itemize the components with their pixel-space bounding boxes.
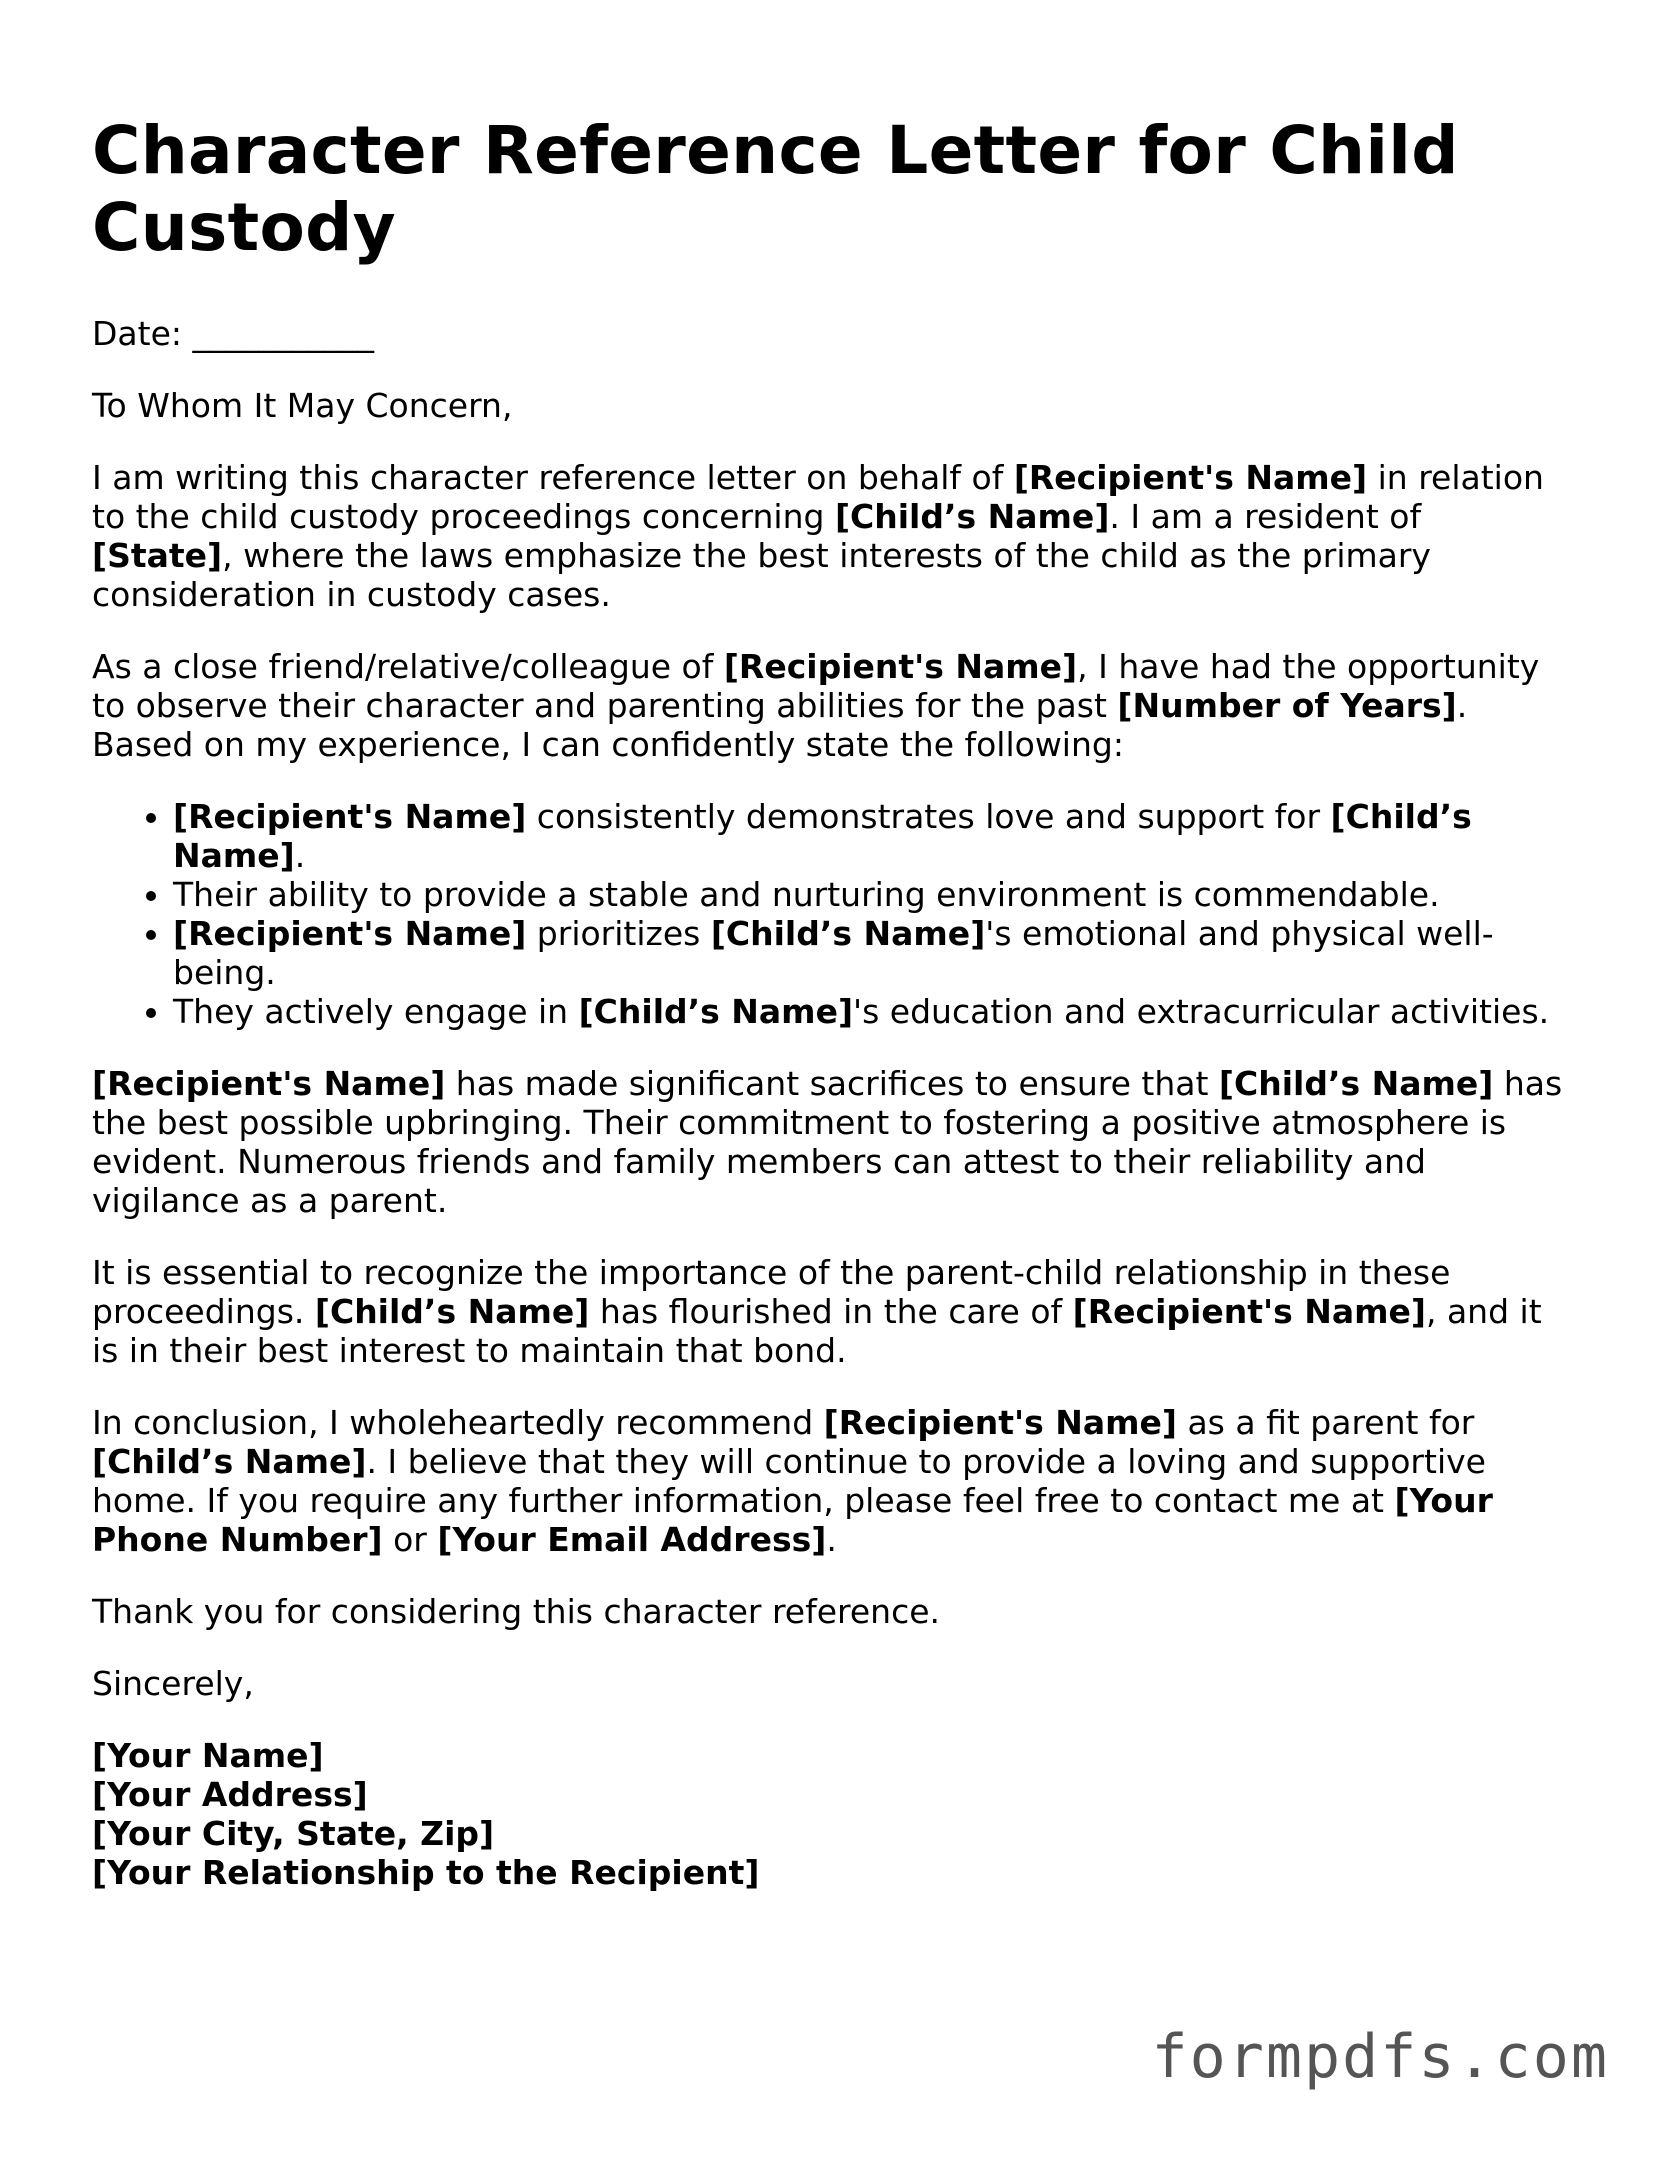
text-run: . Based on my experience, I can confidently state the following:: [92, 686, 1468, 764]
text-run: . I am a resident of: [1109, 497, 1422, 536]
paragraph-sacrifices: [92, 1064, 1572, 1220]
watermark: formpdfs.com: [1151, 2022, 1609, 2092]
list-item: [173, 797, 1572, 875]
text-run: They actively engage in: [173, 992, 579, 1031]
text-run: In conclusion, I wholeheartedly recommend: [92, 1403, 824, 1442]
placeholder-recipient-name: [Recipient's Name]: [173, 797, 527, 836]
text-run: .: [826, 1520, 837, 1559]
text-run: has made significant sacrifices to ensure that: [445, 1064, 1219, 1103]
letter-page: [92, 112, 1572, 1892]
greeting: To Whom It May Concern,: [92, 386, 513, 425]
text-run: .: [294, 836, 306, 875]
placeholder-state: [State]: [92, 536, 223, 575]
list-item: [173, 992, 1572, 1031]
list-item: [173, 875, 1572, 914]
text-run: prioritizes: [526, 914, 711, 953]
placeholder-child-name: [Child’s Name]: [314, 1292, 590, 1331]
placeholder-email-address: [Your Email Address]: [437, 1520, 827, 1559]
placeholder-recipient-name: [Recipient's Name]: [1013, 458, 1368, 497]
placeholder-child-name: [Child’s Name]: [173, 797, 1472, 875]
text-run: . I believe that they will continue to provide a loving and supportive home. If you require any further information, please feel free to contact me at: [92, 1442, 1486, 1520]
text-run: , I have had the opportunity to observe their character and parenting abilities for the past: [92, 647, 1540, 725]
paragraph-conclusion: [92, 1403, 1572, 1559]
text-run: , and it is in their best interest to maintain that bond.: [92, 1292, 1542, 1370]
placeholder-your-city-state-zip: [Your City, State, Zip]: [92, 1814, 495, 1853]
text-run: It is essential to recognize the importance of the parent-child relationship in these proceedings.: [92, 1253, 1451, 1331]
text-run: has flourished in the care of: [589, 1292, 1073, 1331]
text-run: in relation to the child custody proceedings concerning: [92, 458, 1544, 536]
date-line: Date: ___________: [92, 314, 374, 353]
placeholder-your-address: [Your Address]: [92, 1775, 368, 1814]
placeholder-recipient-name: [Recipient's Name]: [92, 1064, 446, 1103]
document-title: Character Reference Letter for Child Custody: [92, 112, 1459, 266]
paragraph-relationship: [92, 647, 1572, 764]
qualities-list: [92, 797, 1572, 1031]
placeholder-your-name: [Your Name]: [92, 1736, 324, 1775]
placeholder-recipient-name: [Recipient's Name]: [173, 914, 527, 953]
placeholder-your-relationship: [Your Relationship to the Recipient]: [92, 1853, 760, 1892]
placeholder-child-name: [Child’s Name]: [92, 1442, 367, 1481]
text-run: As a close friend/relative/colleague of: [92, 647, 724, 686]
text-run: Their ability to provide a stable and nurturing environment is commendable.: [173, 875, 1440, 914]
paragraph-relationship-importance: [92, 1253, 1572, 1370]
text-run: consistently demonstrates love and support for: [526, 797, 1331, 836]
signature-block: [92, 1736, 1572, 1892]
placeholder-recipient-name: [Recipient's Name]: [723, 647, 1078, 686]
paragraph-intro: [92, 458, 1572, 614]
text-run: as a fit parent for: [1176, 1403, 1475, 1442]
closing-line: Sincerely,: [92, 1664, 254, 1703]
placeholder-child-name: [Child’s Name]: [834, 497, 1110, 536]
placeholder-child-name: [Child’s Name]: [1218, 1064, 1494, 1103]
list-item: [173, 914, 1572, 992]
placeholder-child-name: [Child’s Name]: [578, 992, 854, 1031]
text-run: I am writing this character reference letter on behalf of: [92, 458, 1014, 497]
text-run: 's emotional and physical well-being.: [173, 914, 1494, 992]
placeholder-number-of-years: [Number of Years]: [1117, 686, 1457, 725]
text-run: 's education and extracurricular activities.: [853, 992, 1550, 1031]
text-run: , where the laws emphasize the best interests of the child as the primary consideration in custody cases.: [92, 536, 1431, 614]
text-run: has the best possible upbringing. Their commitment to fostering a positive atmosphere is evident. Numerous friends and family members can attest to their reliability and vigilance as a parent.: [92, 1064, 1563, 1220]
text-run: or: [382, 1520, 438, 1559]
thanks-line: Thank you for considering this character reference.: [92, 1592, 941, 1631]
placeholder-phone-number: [Your Phone Number]: [92, 1481, 1493, 1559]
placeholder-child-name: [Child’s Name]: [710, 914, 986, 953]
placeholder-recipient-name: [Recipient's Name]: [823, 1403, 1177, 1442]
placeholder-recipient-name: [Recipient's Name]: [1072, 1292, 1426, 1331]
